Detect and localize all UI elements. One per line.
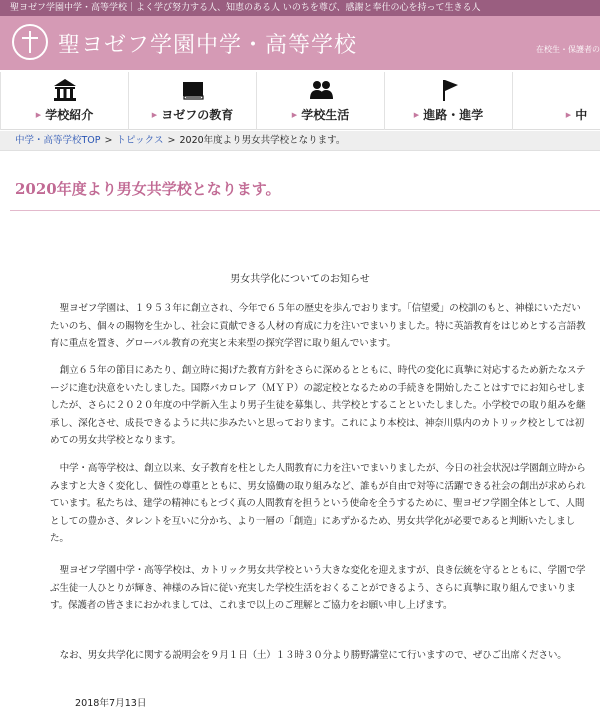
nav-item-career[interactable]	[384, 72, 512, 130]
breadcrumb	[0, 131, 600, 151]
body-paragraph: 聖ヨゼフ学園は、１９５３年に創立され、今年で６５年の歴史を歩んでおります。「信望愛」の校訓のもと、神様にいただいたいのち、個々の賜物を生かし、社会に貢献できる人材の育成に力を注いでまいりました。特に英語教育をはじめとする言語教育に重点を置き、グローバル教育の充実と未来型の探究学習に取り組んでいます。	[50, 303, 586, 350]
nav-label: ▶ 進路・進学	[385, 106, 512, 123]
breadcrumb-current: 2020年度より男女共学校となります。	[179, 135, 346, 146]
nav-item-school-intro[interactable]	[0, 72, 128, 130]
tagline-text: 聖ヨゼフ学園中学・高等学校｜よく学び努力する人、知恵のある人 いのちを尊び、感謝と奉仕の心を持って生きる人	[10, 3, 481, 13]
school-name[interactable]: 聖ヨゼフ学園中学・高等学校	[58, 33, 358, 58]
school-building-icon	[52, 77, 78, 103]
body-paragraph: 聖ヨゼフ学園中学・高等学校は、カトリック男女共学校という大きな変化を迎えますが、良き伝統を守るとともに、学園で学ぶ生徒一人ひとりが輝き、神様のみ旨に従い充実した学校生活をおくることができるよう、さらに真摯に取り組んでまいります。保護者の皆さまにおかれましては、これまで以上のご理解とご協力をお願い申し上げます。	[50, 565, 586, 612]
breadcrumb-home-link[interactable]: 中学・高等学校TOP	[15, 135, 101, 146]
breadcrumb-separator: >	[104, 135, 113, 146]
nav-item-education[interactable]	[128, 72, 256, 130]
breadcrumb-separator: >	[167, 135, 176, 146]
nav-label: ▶ 学校紹介	[1, 106, 128, 123]
nav-item-school-life[interactable]	[256, 72, 384, 130]
title-divider	[10, 210, 600, 211]
site-header	[0, 16, 600, 70]
nav-item-more[interactable]	[512, 72, 600, 130]
post-date: 2018年7月13日	[75, 698, 147, 709]
global-nav	[0, 72, 600, 130]
nav-label: ▶ 学校生活	[257, 106, 384, 123]
top-tagline-bar	[0, 0, 600, 16]
parents-link[interactable]: 在校生・保護者の	[536, 45, 600, 54]
page-title: 2020年度より男女共学校となります。	[15, 180, 281, 198]
nav-label: ▶ ヨゼフの教育	[129, 106, 256, 123]
body-paragraph: 中学・高等学校は、創立以来、女子教育を柱とした人間教育に力を注いでまいりましたが、今日の社会状況は学園創立時からみますと大きく変化し、個性の尊重とともに、男女協働の取り組みなど、誰もが自由で対等に活躍できる社会の創出が求められています。私たちは、建学の精神にもとづく真の人間教育を担うという使命を全うするために、聖ヨゼフ学園全体として、人間としての豊かさ、タレントを互いに分かち、より一層の「創造」にあずかるため、男女共学化が必要であると判断いたしました。	[50, 463, 586, 545]
notice-heading: 男女共学化についてのお知らせ	[230, 274, 370, 285]
body-paragraph: なお、男女共学化に関する説明会を９月１日（土）１３時３０分より勝野講堂にて行いますので、ぜひご出席ください。	[59, 650, 567, 661]
flag-icon	[436, 77, 462, 103]
book-icon	[180, 77, 206, 103]
school-logo-icon[interactable]	[12, 24, 48, 60]
breadcrumb-topics-link[interactable]: トピックス	[116, 135, 164, 146]
body-paragraph: 創立６５年の節目にあたり、創立時に掲げた教育方針をさらに深めるとともに、時代の変化に真摯に対応するため新たなステージに進む決意をいたしました。国際バカロレア（ＭＹＰ）の認定校となるための手続きを開始したことはすでにお知らせしましたが、さらに２０２０年度の中学新入生より男子生徒を募集し、共学校とすることといたしました。小学校での取り組みを継承し、深化させ、成長できるように共に歩みたいと思っております。これにより本校は、神奈川県内のカトリック校としては初めての男女共学校となります。	[50, 365, 586, 447]
people-icon	[308, 77, 334, 103]
nav-label: ▶ 中	[513, 106, 600, 123]
